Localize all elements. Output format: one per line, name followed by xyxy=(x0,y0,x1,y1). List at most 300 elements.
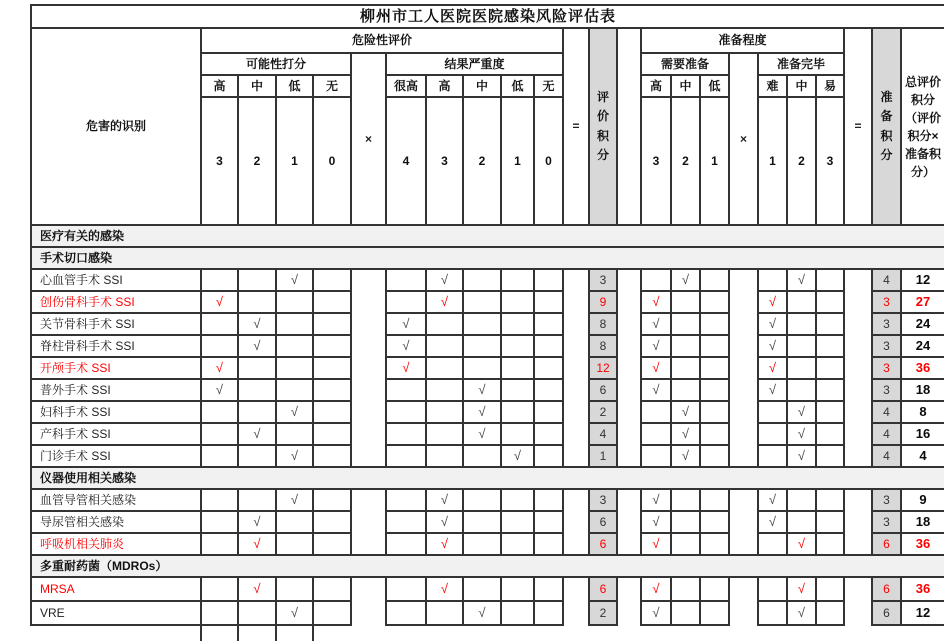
need-prep-check-cell-中 xyxy=(671,601,700,625)
prep-done-value-2: 2 xyxy=(787,97,816,225)
hazard-label: 关节骨科手术 SSI xyxy=(31,313,201,335)
multiply-strip-cell xyxy=(729,445,758,467)
hazard-label: 血管导管相关感染 xyxy=(31,489,201,511)
severity-check-cell-高 xyxy=(426,601,463,625)
prep-done-check-cell-易 xyxy=(816,577,844,601)
col-header-hazard-identification: 危害的识别 xyxy=(31,28,201,225)
multiply-strip-cell xyxy=(351,269,386,291)
severity-level-none: 无 xyxy=(534,75,563,97)
possibility-check-cell-中 xyxy=(238,401,276,423)
severity-check-cell-很高: √ xyxy=(386,313,426,335)
severity-check-cell-中 xyxy=(463,533,501,555)
prep-done-check-cell-难: √ xyxy=(758,335,787,357)
possibility-value-1: 1 xyxy=(276,97,313,225)
col-header-severity: 结果严重度 xyxy=(386,53,563,75)
prep-done-check-cell-易 xyxy=(816,511,844,533)
possibility-check-cell-无 xyxy=(313,269,351,291)
possibility-check-cell-无 xyxy=(313,401,351,423)
total-score-cell: 18 xyxy=(901,379,944,401)
severity-check-cell-无 xyxy=(534,489,563,511)
severity-check-cell-低 xyxy=(501,533,534,555)
need-prep-check-cell-高: √ xyxy=(641,533,671,555)
clipped-cell xyxy=(729,625,758,641)
clipped-cell xyxy=(426,625,463,641)
possibility-check-cell-中 xyxy=(238,601,276,625)
preparation-score-cell: 4 xyxy=(872,423,901,445)
severity-check-cell-无 xyxy=(534,533,563,555)
total-score-cell: 4 xyxy=(901,445,944,467)
multiply-strip-cell xyxy=(729,313,758,335)
possibility-check-cell-高 xyxy=(201,269,238,291)
total-score-cell: 24 xyxy=(901,313,944,335)
equals-strip-cell xyxy=(844,335,872,357)
need-prep-check-cell-低 xyxy=(700,313,729,335)
preparation-score-cell: 3 xyxy=(872,313,901,335)
hazard-label: 妇科手术 SSI xyxy=(31,401,201,423)
possibility-level-none: 无 xyxy=(313,75,351,97)
clipped-cell xyxy=(463,625,501,641)
possibility-level-high: 高 xyxy=(201,75,238,97)
prep-done-check-cell-中: √ xyxy=(787,445,816,467)
severity-check-cell-低 xyxy=(501,423,534,445)
multiply-strip-cell xyxy=(351,423,386,445)
prep-done-check-cell-难: √ xyxy=(758,291,787,313)
prep-done-level-medium: 中 xyxy=(787,75,816,97)
severity-check-cell-中: √ xyxy=(463,379,501,401)
severity-check-cell-高 xyxy=(426,313,463,335)
hazard-label: 产科手术 SSI xyxy=(31,423,201,445)
severity-check-cell-很高: √ xyxy=(386,357,426,379)
table-row xyxy=(31,379,944,401)
equals-strip-cell xyxy=(563,489,589,511)
possibility-check-cell-无 xyxy=(313,511,351,533)
clipped-cell xyxy=(31,625,201,641)
prep-done-check-cell-中: √ xyxy=(787,401,816,423)
evaluation-score-cell: 4 xyxy=(589,423,617,445)
col-header-preparedness: 准备程度 xyxy=(641,28,844,53)
clipped-cell xyxy=(758,625,787,641)
hazard-label: 呼吸机相关肺炎 xyxy=(31,533,201,555)
severity-check-cell-很高 xyxy=(386,269,426,291)
table-row xyxy=(31,423,944,445)
possibility-check-cell-高 xyxy=(201,511,238,533)
evaluation-score-cell: 6 xyxy=(589,379,617,401)
prep-done-check-cell-难 xyxy=(758,401,787,423)
prep-done-check-cell-难: √ xyxy=(758,357,787,379)
possibility-check-cell-中 xyxy=(238,357,276,379)
clipped-cell xyxy=(816,625,844,641)
equals-strip-cell xyxy=(563,357,589,379)
equals-strip-cell xyxy=(563,313,589,335)
severity-value-2: 2 xyxy=(463,97,501,225)
severity-check-cell-中 xyxy=(463,269,501,291)
equals-strip-cell xyxy=(844,511,872,533)
equals-strip-cell xyxy=(563,269,589,291)
need-prep-check-cell-高 xyxy=(641,269,671,291)
prep-done-check-cell-易 xyxy=(816,291,844,313)
severity-check-cell-中 xyxy=(463,291,501,313)
severity-check-cell-中 xyxy=(463,489,501,511)
prep-done-check-cell-中: √ xyxy=(787,601,816,625)
hazard-label: 开颅手术 SSI xyxy=(31,357,201,379)
severity-check-cell-中 xyxy=(463,445,501,467)
prep-done-check-cell-难 xyxy=(758,269,787,291)
severity-check-cell-中 xyxy=(463,511,501,533)
prep-done-check-cell-难 xyxy=(758,601,787,625)
equals-strip-cell xyxy=(844,423,872,445)
need-prep-check-cell-中 xyxy=(671,533,700,555)
section-label: 手术切口感染 xyxy=(31,247,944,269)
need-prep-check-cell-高: √ xyxy=(641,357,671,379)
prep-done-check-cell-易 xyxy=(816,445,844,467)
need-prep-check-cell-低 xyxy=(700,489,729,511)
prep-done-check-cell-易 xyxy=(816,423,844,445)
severity-check-cell-高 xyxy=(426,401,463,423)
possibility-check-cell-无 xyxy=(313,445,351,467)
need-prep-check-cell-中 xyxy=(671,291,700,313)
multiply-strip-cell xyxy=(351,401,386,423)
prep-done-check-cell-中 xyxy=(787,379,816,401)
equals-strip-cell xyxy=(844,489,872,511)
evaluation-score-cell: 8 xyxy=(589,335,617,357)
need-prep-check-cell-中: √ xyxy=(671,269,700,291)
prep-done-check-cell-中: √ xyxy=(787,423,816,445)
equals-sign-right: = xyxy=(844,28,872,225)
evaluation-score-cell: 3 xyxy=(589,489,617,511)
prep-done-check-cell-难: √ xyxy=(758,489,787,511)
possibility-check-cell-高 xyxy=(201,401,238,423)
equals-strip-cell xyxy=(563,335,589,357)
preparation-score-cell: 3 xyxy=(872,291,901,313)
possibility-check-cell-高 xyxy=(201,489,238,511)
section-row xyxy=(31,467,944,489)
prep-done-check-cell-中 xyxy=(787,489,816,511)
prep-done-check-cell-中: √ xyxy=(787,577,816,601)
possibility-check-cell-低: √ xyxy=(276,601,313,625)
col-header-risk-evaluation: 危险性评价 xyxy=(201,28,563,53)
multiply-strip-cell xyxy=(729,601,758,625)
need-prep-check-cell-中 xyxy=(671,511,700,533)
possibility-check-cell-低 xyxy=(276,357,313,379)
total-score-text: 总评价积分（评价积分×准备积分） xyxy=(904,74,941,179)
multiply-strip-cell xyxy=(729,269,758,291)
clipped-cell xyxy=(313,625,351,641)
need-prep-check-cell-低 xyxy=(700,423,729,445)
prep-done-check-cell-易 xyxy=(816,357,844,379)
total-score-cell: 36 xyxy=(901,577,944,601)
equals-strip-cell xyxy=(563,533,589,555)
separator-strip-cell xyxy=(617,445,641,467)
severity-check-cell-低 xyxy=(501,511,534,533)
section-row xyxy=(31,555,944,577)
possibility-check-cell-无 xyxy=(313,577,351,601)
prep-done-check-cell-难 xyxy=(758,445,787,467)
severity-check-cell-无 xyxy=(534,577,563,601)
hazard-label: 脊柱骨科手术 SSI xyxy=(31,335,201,357)
possibility-check-cell-中: √ xyxy=(238,511,276,533)
multiply-strip-cell xyxy=(351,335,386,357)
table-row xyxy=(31,445,944,467)
clipped-cell xyxy=(351,625,386,641)
severity-check-cell-无 xyxy=(534,269,563,291)
prep-done-check-cell-中 xyxy=(787,291,816,313)
need-prep-check-cell-低 xyxy=(700,357,729,379)
prep-done-check-cell-易 xyxy=(816,379,844,401)
hazard-label: 导尿管相关感染 xyxy=(31,511,201,533)
prep-done-level-easy: 易 xyxy=(816,75,844,97)
need-prep-check-cell-中 xyxy=(671,335,700,357)
table-row xyxy=(31,533,944,555)
prep-done-check-cell-难: √ xyxy=(758,511,787,533)
evaluation-score-cell: 2 xyxy=(589,601,617,625)
severity-check-cell-中: √ xyxy=(463,601,501,625)
evaluation-score-cell: 6 xyxy=(589,511,617,533)
need-prep-check-cell-高: √ xyxy=(641,291,671,313)
possibility-check-cell-高: √ xyxy=(201,379,238,401)
clipped-cell xyxy=(700,625,729,641)
multiply-strip-cell xyxy=(351,511,386,533)
possibility-check-cell-高 xyxy=(201,601,238,625)
equals-strip-cell xyxy=(563,401,589,423)
multiply-sign-left: × xyxy=(351,53,386,225)
equals-strip-cell xyxy=(844,357,872,379)
severity-check-cell-很高 xyxy=(386,533,426,555)
severity-check-cell-很高 xyxy=(386,379,426,401)
need-prep-check-cell-高: √ xyxy=(641,601,671,625)
prep-done-level-hard: 难 xyxy=(758,75,787,97)
possibility-value-2: 2 xyxy=(238,97,276,225)
table-row xyxy=(31,291,944,313)
section-label: 医疗有关的感染 xyxy=(31,225,944,247)
need-prep-check-cell-低 xyxy=(700,533,729,555)
possibility-check-cell-低 xyxy=(276,577,313,601)
severity-level-low: 低 xyxy=(501,75,534,97)
possibility-check-cell-低 xyxy=(276,335,313,357)
hazard-label: MRSA xyxy=(31,577,201,601)
need-prep-value-3: 3 xyxy=(641,97,671,225)
clipped-cell xyxy=(844,625,872,641)
equals-strip-cell xyxy=(844,313,872,335)
need-prep-check-cell-低 xyxy=(700,401,729,423)
table-row xyxy=(31,269,944,291)
multiply-strip-cell xyxy=(351,313,386,335)
total-score-cell: 16 xyxy=(901,423,944,445)
possibility-check-cell-无 xyxy=(313,423,351,445)
severity-check-cell-很高 xyxy=(386,445,426,467)
separator-strip-cell xyxy=(617,401,641,423)
col-header-preparation-score xyxy=(872,28,901,225)
clipped-cell xyxy=(787,625,816,641)
multiply-strip-cell xyxy=(729,423,758,445)
possibility-check-cell-低 xyxy=(276,533,313,555)
possibility-check-cell-中: √ xyxy=(238,577,276,601)
section-row xyxy=(31,247,944,269)
equals-sign-left: = xyxy=(563,28,589,225)
possibility-check-cell-高 xyxy=(201,335,238,357)
multiply-strip-cell xyxy=(351,379,386,401)
preparation-score-cell: 6 xyxy=(872,533,901,555)
severity-check-cell-无 xyxy=(534,291,563,313)
preparation-score-cell: 3 xyxy=(872,511,901,533)
severity-level-high: 高 xyxy=(426,75,463,97)
need-prep-check-cell-低 xyxy=(700,269,729,291)
equals-strip-cell xyxy=(844,533,872,555)
equals-strip-cell xyxy=(844,379,872,401)
multiply-strip-cell xyxy=(729,401,758,423)
prep-done-check-cell-易 xyxy=(816,533,844,555)
prep-done-check-cell-易 xyxy=(816,269,844,291)
need-prep-check-cell-中: √ xyxy=(671,401,700,423)
severity-check-cell-低 xyxy=(501,577,534,601)
preparation-score-cell: 4 xyxy=(872,401,901,423)
multiply-strip-cell xyxy=(729,335,758,357)
separator-strip-cell xyxy=(617,533,641,555)
clipped-cell xyxy=(386,625,426,641)
prep-done-check-cell-易 xyxy=(816,335,844,357)
total-score-cell: 9 xyxy=(901,489,944,511)
possibility-level-medium: 中 xyxy=(238,75,276,97)
possibility-check-cell-低: √ xyxy=(276,269,313,291)
hazard-label: 心血管手术 SSI xyxy=(31,269,201,291)
prep-done-check-cell-难: √ xyxy=(758,379,787,401)
col-header-need-preparation: 需要准备 xyxy=(641,53,729,75)
evaluation-score-cell: 9 xyxy=(589,291,617,313)
severity-check-cell-很高 xyxy=(386,577,426,601)
hazard-label: 门诊手术 SSI xyxy=(31,445,201,467)
equals-strip-cell xyxy=(563,601,589,625)
separator-strip-cell xyxy=(617,357,641,379)
prep-done-check-cell-难: √ xyxy=(758,313,787,335)
severity-check-cell-高 xyxy=(426,335,463,357)
possibility-check-cell-低 xyxy=(276,423,313,445)
severity-check-cell-高: √ xyxy=(426,291,463,313)
need-prep-check-cell-高 xyxy=(641,401,671,423)
possibility-check-cell-中: √ xyxy=(238,335,276,357)
equals-strip-cell xyxy=(844,291,872,313)
preparation-score-cell: 4 xyxy=(872,445,901,467)
multiply-sign-right: × xyxy=(729,53,758,225)
need-prep-check-cell-中 xyxy=(671,379,700,401)
document-title: 柳州市工人医院医院感染风险评估表 xyxy=(31,5,944,28)
clipped-cell xyxy=(671,625,700,641)
prep-done-check-cell-易 xyxy=(816,601,844,625)
possibility-check-cell-中 xyxy=(238,489,276,511)
total-score-cell: 12 xyxy=(901,269,944,291)
separator-strip-cell xyxy=(617,577,641,601)
multiply-strip-cell xyxy=(729,533,758,555)
preparation-score-cell: 3 xyxy=(872,379,901,401)
clipped-cell xyxy=(534,625,563,641)
severity-value-4: 4 xyxy=(386,97,426,225)
prep-done-check-cell-中 xyxy=(787,357,816,379)
equals-strip-cell xyxy=(563,445,589,467)
need-prep-check-cell-高: √ xyxy=(641,335,671,357)
preparation-score-cell: 3 xyxy=(872,489,901,511)
possibility-check-cell-高 xyxy=(201,445,238,467)
hazard-label: VRE xyxy=(31,601,201,625)
severity-check-cell-中 xyxy=(463,357,501,379)
possibility-check-cell-无 xyxy=(313,379,351,401)
possibility-check-cell-无 xyxy=(313,335,351,357)
evaluation-score-cell: 8 xyxy=(589,313,617,335)
evaluation-score-cell: 1 xyxy=(589,445,617,467)
col-header-total-score xyxy=(901,28,944,225)
prep-done-check-cell-易 xyxy=(816,313,844,335)
risk-assessment-document xyxy=(30,4,944,641)
need-prep-level-high: 高 xyxy=(641,75,671,97)
multiply-strip-cell xyxy=(729,379,758,401)
possibility-level-low: 低 xyxy=(276,75,313,97)
severity-check-cell-低 xyxy=(501,291,534,313)
separator-strip-cell xyxy=(617,489,641,511)
table-row xyxy=(31,313,944,335)
need-prep-check-cell-低 xyxy=(700,601,729,625)
equals-strip-cell xyxy=(844,445,872,467)
equals-strip-cell xyxy=(563,379,589,401)
severity-check-cell-高: √ xyxy=(426,577,463,601)
need-prep-check-cell-低 xyxy=(700,445,729,467)
need-prep-check-cell-中 xyxy=(671,357,700,379)
prep-done-value-3: 3 xyxy=(816,97,844,225)
clipped-cell xyxy=(276,625,313,641)
clipped-cell xyxy=(641,625,671,641)
possibility-check-cell-高 xyxy=(201,423,238,445)
preparation-score-cell: 4 xyxy=(872,269,901,291)
possibility-check-cell-无 xyxy=(313,489,351,511)
possibility-check-cell-低 xyxy=(276,313,313,335)
multiply-strip-cell xyxy=(729,511,758,533)
severity-check-cell-无 xyxy=(534,357,563,379)
evaluation-score-cell: 3 xyxy=(589,269,617,291)
hazard-label: 创伤骨科手术 SSI xyxy=(31,291,201,313)
table-row xyxy=(31,601,944,625)
preparation-score-cell: 6 xyxy=(872,601,901,625)
multiply-strip-cell xyxy=(351,357,386,379)
possibility-check-cell-中 xyxy=(238,445,276,467)
need-prep-check-cell-低 xyxy=(700,291,729,313)
severity-check-cell-高: √ xyxy=(426,511,463,533)
separator-strip-cell xyxy=(617,379,641,401)
severity-check-cell-低 xyxy=(501,601,534,625)
col-header-evaluation-score xyxy=(589,28,617,225)
table-row xyxy=(31,401,944,423)
preparation-score-cell: 3 xyxy=(872,335,901,357)
need-prep-check-cell-中 xyxy=(671,489,700,511)
need-prep-check-cell-中 xyxy=(671,577,700,601)
possibility-check-cell-中 xyxy=(238,291,276,313)
possibility-check-cell-中: √ xyxy=(238,533,276,555)
clipped-cell xyxy=(563,625,589,641)
table-row xyxy=(31,357,944,379)
severity-check-cell-高 xyxy=(426,423,463,445)
prep-done-check-cell-难 xyxy=(758,423,787,445)
separator-strip-cell xyxy=(617,423,641,445)
severity-check-cell-低 xyxy=(501,357,534,379)
prep-done-check-cell-易 xyxy=(816,489,844,511)
severity-check-cell-高 xyxy=(426,379,463,401)
possibility-check-cell-低: √ xyxy=(276,401,313,423)
evaluation-score-vertical-text: 评价积分 xyxy=(596,90,609,162)
evaluation-score-cell: 12 xyxy=(589,357,617,379)
possibility-check-cell-高: √ xyxy=(201,357,238,379)
severity-check-cell-低 xyxy=(501,489,534,511)
separator-strip-cell xyxy=(617,601,641,625)
table-row xyxy=(31,335,944,357)
multiply-strip-cell xyxy=(729,291,758,313)
clipped-cell xyxy=(901,625,944,641)
multiply-strip-cell xyxy=(351,601,386,625)
multiply-strip-cell xyxy=(351,445,386,467)
